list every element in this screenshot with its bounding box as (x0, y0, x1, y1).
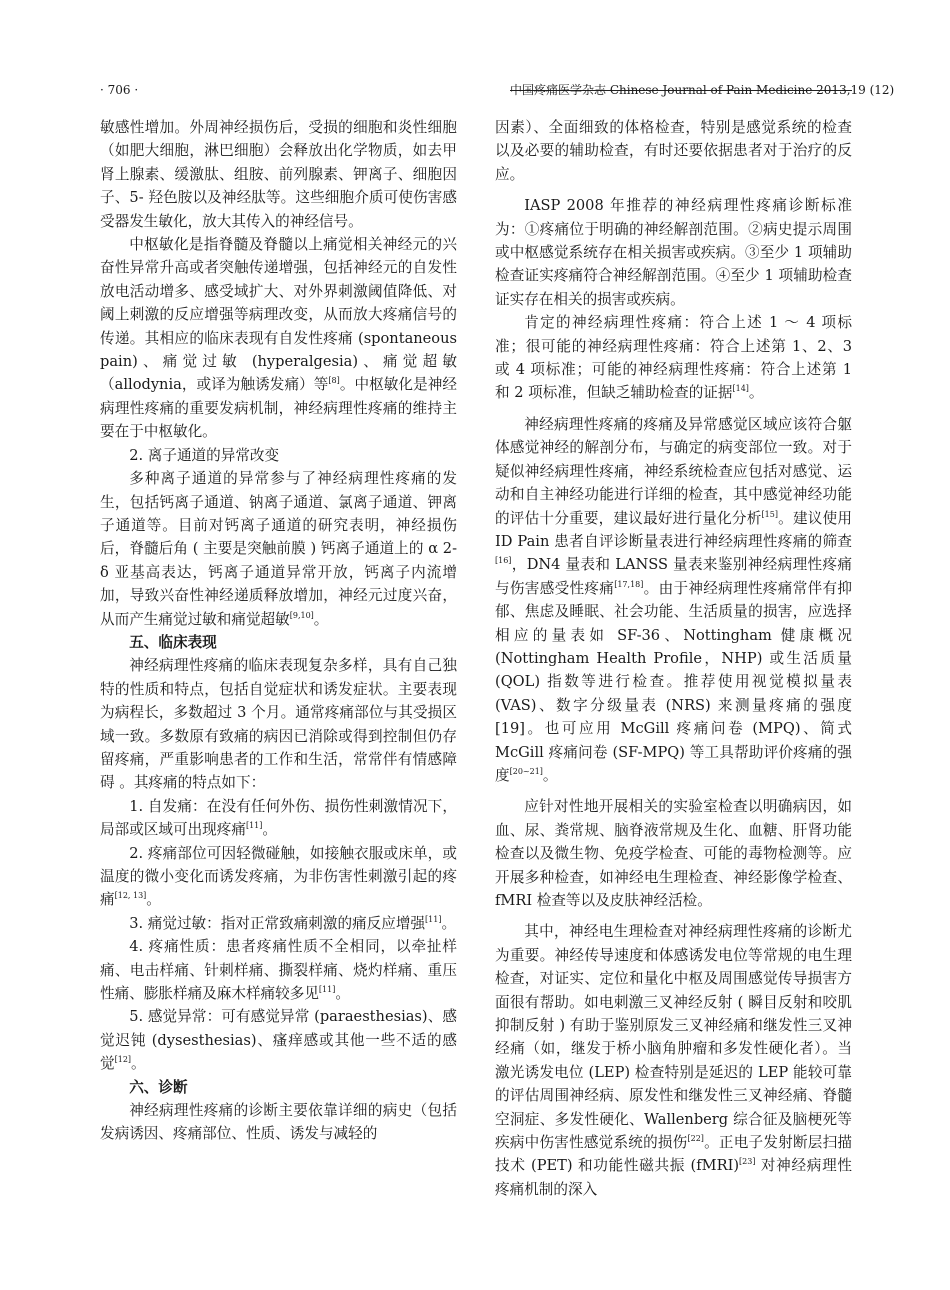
citation: [22] (687, 1134, 704, 1144)
citation: [16] (495, 556, 512, 566)
citation: [12] (114, 1055, 132, 1065)
journal-header: 中国疼痛医学杂志 Chinese Journal of Pain Medicine 2013,19 (12) (510, 83, 895, 97)
page-number: · 706 · (100, 83, 139, 97)
paragraph-certainty-grading: 肯定的神经病理性疼痛：符合上述 1 ～ 4 项标准；很可能的神经病理性疼痛：符合上述第 1、2、3 或 4 项标准；可能的神经病理性疼痛：符合上述第 1 和 2 项标准，但缺乏辅助检查的证据[14]。 (495, 314, 852, 402)
left-column (100, 116, 457, 1146)
citation: [8] (328, 376, 340, 386)
list-item-hyperalgesia: 3. 痛觉过敏：指对正常致痛刺激的痛反应增强[11]。 (129, 914, 457, 932)
citation: [9,10] (289, 610, 314, 620)
paragraph-electrophysiology: 其中，神经电生理检查对神经病理性疼痛的诊断尤为重要。神经传导速度和体感诱发电位等常规的电生理检查，对证实、定位和量化中枢及周围感觉传导损害方面很有帮助。如电刺激三叉神经反射 ( 瞬目反射和咬肌抑制反射 ) 有助于鉴别原发三叉神经痛和继发性三叉神经痛（如，继发于桥小脑角肿瘤和多发性硬化者）。当激光诱发电位 (LEP) 检查特别是延迟的 LEP 能较可靠的评估周围神经病、原发性和继发性三叉神经痛、脊髓空洞症、多发性硬化、Wallenberg 综合征及脑梗死等疾病中伤害性感觉系统的损伤[22]。正电子发射断层扫描技术 (PET) 和功能性磁共振 (fMRI)[23] 对神经病理性疼痛机制的深入 (495, 923, 852, 1198)
paragraph-ion-channels: 多种离子通道的异常参与了神经病理性疼痛的发生，包括钙离子通道、钠离子通道、氯离子通道、钾离子通道等。目前对钙离子通道的研究表明，神经损伤后，脊髓后角 ( 主要是突触前膜 ) 钙离子通道上的 α 2- δ 亚基高表达，钙离子通道异常开放，钙离子内流增加，导致兴奋性神经递质释放增加，神经元过度兴奋，从而产生痛觉过敏和痛觉超敏[9,10]。 (100, 470, 457, 628)
paragraph-central-sensitization: 中枢敏化是指脊髓及脊髓以上痛觉相关神经元的兴奋性异常升高或者突触传递增强，包括神经元的自发性放电活动增多、感受域扩大、对外界刺激阈值降低、对阈上刺激的反应增强等病理改变，从而放大疼痛信号的传递。其相应的临床表现有自发性疼痛 (spontaneous pain)、痛觉过敏 (hyperalgesia)、痛觉超敏（allodynia，或译为触诱发痛）等[8]。中枢敏化是神经病理性疼痛的重要发病机制，神经病理性疼痛的维持主要在于中枢敏化。 (100, 236, 457, 441)
paragraph-lab-tests: 应针对性地开展相关的实验室检查以明确病因，如血、尿、粪常规、脑脊液常规及生化、血糖、肝肾功能检查以及微生物、免疫学检查、可能的毒物检测等。应开展多种检查，如神经电生理检查、神经影像学检查、fMRI 检查等以及皮肤神经活检。 (495, 798, 852, 909)
section-heading-diagnosis: 六、诊断 (129, 1078, 188, 1096)
citation: [17,18] (614, 579, 644, 589)
citation: [12, 13] (114, 891, 147, 901)
subheading-ion-channels: 2. 离子通道的异常改变 (129, 446, 280, 464)
citation: [11] (318, 985, 336, 995)
citation: [20~21] (509, 767, 543, 777)
list-item-pain-quality: 4. 疼痛性质：患者疼痛性质不全相同，以牵扯样痛、电击样痛、针刺样痛、撕裂样痛、烧灼样痛、重压性痛、膨胀样痛及麻木样痛较多见[11]。 (100, 938, 457, 1003)
section-heading-clinical: 五、临床表现 (129, 633, 217, 651)
list-item-spontaneous-pain: 1. 自发痛：在没有任何外伤、损伤性刺激情况下，局部或区域可出现疼痛[11]。 (100, 797, 457, 839)
paragraph-neurological-exam: 神经病理性疼痛的疼痛及异常感觉区域应该符合躯体感觉神经的解剖分布，与确定的病变部位一致。对于疑似神经病理性疼痛，神经系统检查应包括对感觉、运动和自主神经功能进行详细的检查，其中感觉神经功能的评估十分重要，建议最好进行量化分析[15]。建议使用 ID Pain 患者自评诊断量表进行神经病理性疼痛的筛查[16]，DN4 量表和 LANSS 量表来鉴别神经病理性疼痛与伤害感受性疼痛[17,18]。由于神经病理性疼痛常伴有抑郁、焦虑及睡眠、社会功能、生活质量的损害，应选择相应的量表如 SF-36、Nottingham 健康概况 (Nottingham Health Profile，NHP) 或生活质量 (QOL) 指数等进行检查。推荐使用视觉模拟量表 (VAS)、数字分级量表 (NRS) 来测量疼痛的强度 [19]。也可应用 McGill 疼痛问卷 (MPQ)、简式 McGill 疼痛问卷 (SF-MPQ) 等工具帮助评价疼痛的强度[20~21]。 (495, 415, 852, 784)
list-item-paresthesia: 5. 感觉异常：可有感觉异常 (paraesthesias)、感觉迟钝 (dysesthesias)、瘙痒感或其他一些不适的感觉[12]。 (100, 1008, 457, 1073)
citation: [11] (425, 914, 442, 924)
paragraph-diagnosis-intro: 神经病理性疼痛的诊断主要依靠详细的病史（包括发病诱因、疼痛部位、性质、诱发与减轻的 (100, 1102, 457, 1143)
list-item-allodynia: 2. 疼痛部位可因轻微碰触，如接触衣服或床单，或温度的微小变化而诱发疼痛，为非伤害性刺激引起的疼痛[12, 13]。 (100, 844, 457, 909)
citation: [14] (732, 384, 749, 394)
right-column (495, 116, 852, 1201)
citation: [15] (761, 509, 778, 519)
paragraph-clinical-overview: 神经病理性疼痛的临床表现复杂多样，具有自己独特的性质和特点，包括自觉症状和诱发症状。主要表现为病程长，多数超过 3 个月。通常疼痛部位与其受损区域一致。多数原有致痛的病因已消除或得到控制但仍存留疼痛，严重影响患者的工作和生活，常常伴有情感障碍 。其疼痛的特点如下： (100, 657, 457, 792)
paragraph-peripheral-sensitization: 敏感性增加。外周神经损伤后，受损的细胞和炎性细胞（如肥大细胞，淋巴细胞）会释放出化学物质，如去甲肾上腺素、缓激肽、组胺、前列腺素、钾离子、细胞因子、5- 羟色胺以及神经肽等。这些细胞介质可使伤害感受器发生敏化，放大其传入的神经信号。 (100, 119, 457, 230)
paragraph-diagnosis-continued: 因素）、全面细致的体格检查，特别是感觉系统的检查以及必要的辅助检查，有时还要依据患者对于治疗的反应。 (495, 119, 852, 183)
paragraph-iasp-criteria: IASP 2008 年推荐的神经病理性疼痛诊断标准为：①疼痛位于明确的神经解剖范围。②病史提示周围或中枢感觉系统存在相关损害或疾病。③至少 1 项辅助检查证实疼痛符合神经解剖范围。④至少 1 项辅助检查证实存在相关的损害或疾病。 (495, 197, 852, 308)
citation: [23] (739, 1157, 756, 1167)
citation: [11] (245, 821, 263, 831)
